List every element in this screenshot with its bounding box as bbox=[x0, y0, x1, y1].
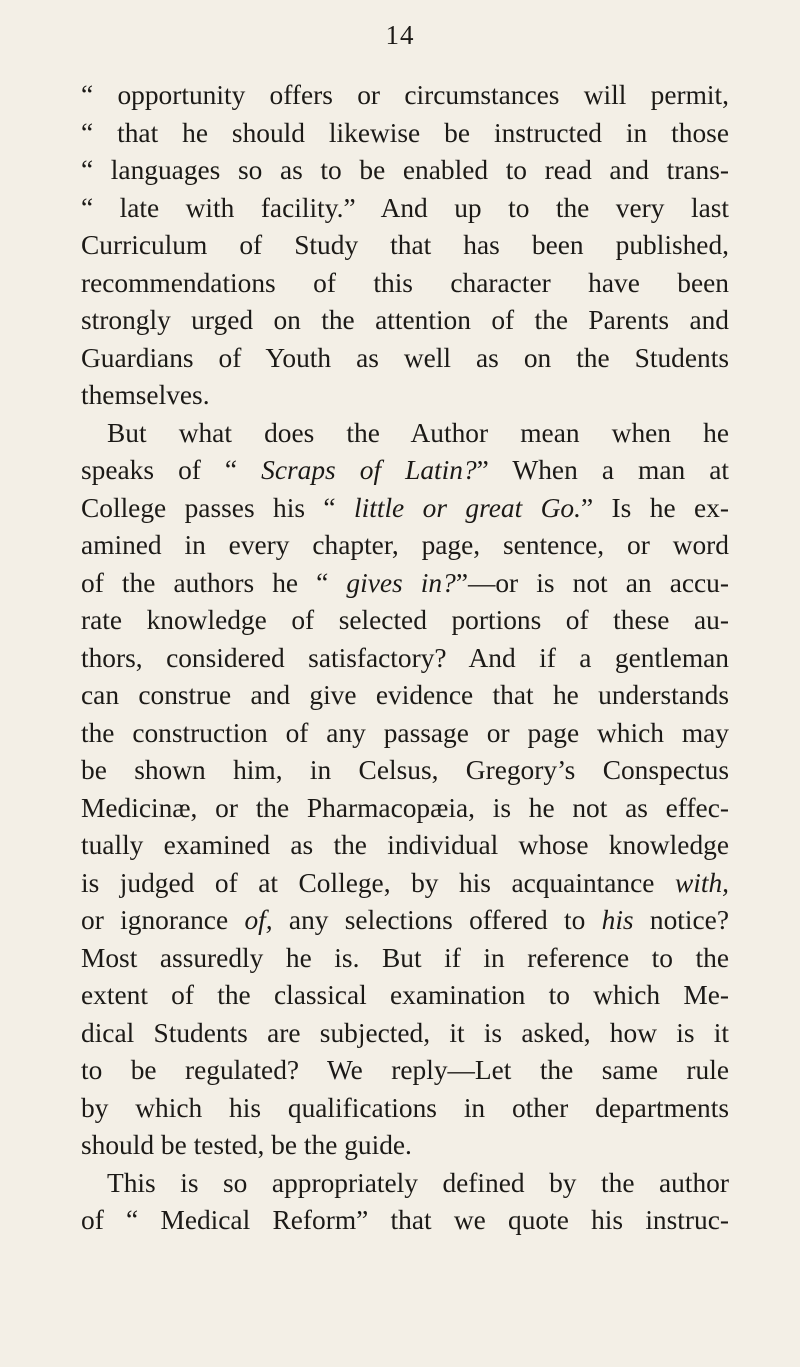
text-segment: themselves. bbox=[81, 380, 210, 410]
text-line bbox=[81, 677, 729, 715]
text-segment: any selections offered to bbox=[272, 905, 602, 935]
text-line bbox=[81, 977, 729, 1015]
text-line bbox=[81, 152, 729, 190]
text-segment: ”—or is not an accu- bbox=[455, 567, 729, 598]
text-line bbox=[81, 1015, 729, 1053]
text-segment: strongly urged on the attention of the Parents and bbox=[81, 305, 729, 335]
text-line bbox=[81, 302, 729, 340]
text-segment: amined in every chapter, page, sentence, or word bbox=[81, 530, 729, 560]
text-segment: Most assuredly he is. But if in reference to the bbox=[81, 942, 729, 973]
page-number: 14 bbox=[385, 20, 415, 50]
text-segment: be shown him, in Celsus, Gregory’s Conspectus bbox=[81, 755, 729, 785]
body-text bbox=[81, 77, 729, 1240]
text-segment: can construe and give evidence that he understands bbox=[81, 680, 729, 710]
text-segment: Medicinæ, or the Pharmacopæia, is he not as effec- bbox=[81, 792, 729, 823]
text-segment: the construction of any passage or page which may bbox=[81, 717, 729, 748]
italic-text: his bbox=[601, 905, 634, 935]
text-segment: recommendations of this character have been bbox=[81, 267, 729, 298]
text-line bbox=[81, 602, 729, 640]
italic-text: little or great Go. bbox=[354, 492, 581, 523]
text-line bbox=[81, 452, 729, 490]
text-line bbox=[81, 565, 729, 603]
text-segment: “ late with facility.” And up to the very last bbox=[81, 192, 729, 223]
text-segment: This is so appropriately defined by the author bbox=[107, 1167, 729, 1198]
text-segment: ” Is he ex- bbox=[580, 492, 730, 523]
text-segment: ” When a man at bbox=[476, 455, 729, 485]
text-line bbox=[81, 715, 729, 753]
text-segment: of the authors he “ bbox=[81, 567, 347, 598]
text-segment: But what does the Author mean when he bbox=[107, 417, 729, 448]
text-segment: “ opportunity offers or circumstances will permit, bbox=[81, 80, 729, 110]
text-line bbox=[81, 115, 729, 153]
text-line bbox=[81, 640, 729, 678]
italic-text: of, bbox=[244, 905, 273, 935]
text-line bbox=[81, 377, 729, 415]
text-line bbox=[81, 1052, 729, 1090]
text-segment: tually examined as the individual whose knowledge bbox=[81, 830, 729, 860]
text-segment: notice? bbox=[633, 905, 729, 935]
text-line bbox=[81, 190, 729, 228]
text-segment: extent of the classical examination to which Me- bbox=[81, 980, 729, 1010]
text-line bbox=[81, 265, 729, 303]
text-line bbox=[81, 865, 729, 903]
text-segment: speaks of “ bbox=[81, 455, 262, 485]
text-segment: rate knowledge of selected portions of these au- bbox=[81, 605, 729, 635]
text-segment: Curriculum of Study that has been published, bbox=[81, 230, 729, 260]
italic-text: gives in? bbox=[346, 567, 456, 598]
text-line bbox=[81, 490, 729, 528]
text-line bbox=[81, 752, 729, 790]
text-line bbox=[81, 902, 729, 940]
text-segment: thors, considered satisfactory? And if a gentleman bbox=[81, 642, 729, 673]
text-line bbox=[81, 1127, 729, 1165]
text-segment: Guardians of Youth as well as on the Students bbox=[81, 342, 729, 373]
text-line bbox=[81, 77, 729, 115]
text-segment: to be regulated? We reply—Let the same rule bbox=[81, 1055, 729, 1085]
italic-text: with, bbox=[674, 867, 729, 898]
text-segment: is judged of at College, by his acquaintance bbox=[81, 867, 675, 898]
text-segment: College passes his “ bbox=[81, 492, 354, 523]
text-segment: dical Students are subjected, it is asked, how is it bbox=[81, 1017, 729, 1048]
text-line bbox=[81, 827, 729, 865]
text-segment: of “ Medical Reform” that we quote his instruc- bbox=[81, 1205, 729, 1235]
text-segment: or ignorance bbox=[81, 905, 245, 935]
text-line bbox=[81, 1090, 729, 1128]
italic-text: Scraps of Latin? bbox=[261, 455, 477, 485]
text-segment: should be tested, be the guide. bbox=[81, 1130, 412, 1160]
text-segment: “ that he should likewise be instructed in those bbox=[81, 117, 729, 148]
text-segment: “ languages so as to be enabled to read and trans- bbox=[81, 155, 729, 185]
text-line bbox=[81, 415, 729, 453]
text-line bbox=[81, 790, 729, 828]
text-line bbox=[81, 340, 729, 378]
text-segment: by which his qualifications in other departments bbox=[81, 1092, 729, 1123]
text-line bbox=[81, 940, 729, 978]
text-line bbox=[81, 227, 729, 265]
text-line bbox=[81, 1202, 729, 1240]
text-line bbox=[81, 1165, 729, 1203]
text-line bbox=[81, 527, 729, 565]
